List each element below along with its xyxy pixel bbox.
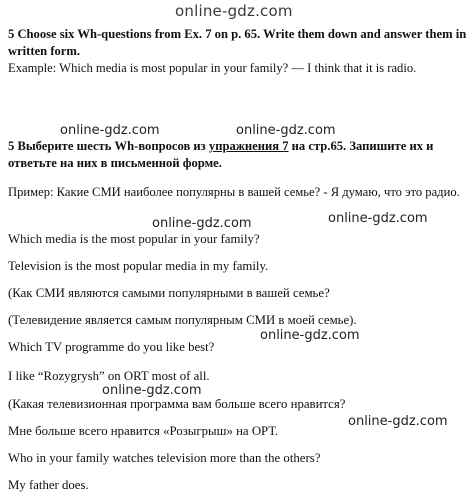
task-english xyxy=(8,26,468,77)
watermark: online-gdz.com xyxy=(102,383,202,398)
exercise-link[interactable]: упражнения 7 xyxy=(208,139,289,153)
task-heading-ru-part2: на стр.65. Запишите их и ответьте на них в письменной форме. xyxy=(8,139,434,170)
task-example-en: Example: Which media is most popular in your family? — I think that it is radio. xyxy=(8,61,417,75)
answer-line: Which media is the most popular in your family? xyxy=(8,232,260,246)
watermark: online-gdz.com xyxy=(328,211,428,226)
answer-line: (Какая телевизионная программа вам больше всего нравится? xyxy=(8,397,346,411)
answer-line: (Как СМИ являются самыми популярными в вашей семье? xyxy=(8,286,330,300)
watermark: online-gdz.com xyxy=(236,123,336,138)
watermark-top: online-gdz.com xyxy=(175,2,293,20)
task-heading-en: 5 Choose six Wh-questions from Ex. 7 on p. 65. Write them down and answer them in written form. xyxy=(8,27,467,58)
task-russian xyxy=(8,138,468,172)
task-heading-ru xyxy=(8,138,468,172)
answer-line: (Телевидение является самым популярным СМИ в моей семье). xyxy=(8,313,357,327)
answer-line: I like “Rozygrysh” on ORT most of all. xyxy=(8,369,210,383)
task-example-ru: Пример: Какие СМИ наиболее популярны в вашей семье? - Я думаю, что это радио. xyxy=(8,185,460,199)
watermark: online-gdz.com xyxy=(60,123,160,138)
answer-line: Which TV programme do you like best? xyxy=(8,340,215,354)
answer-line: Мне больше всего нравится «Розыгрыш» на ОРТ. xyxy=(8,424,279,438)
answer-line: Television is the most popular media in my family. xyxy=(8,259,269,273)
task-heading-ru-part1: 5 Выберите шесть Wh-вопросов из xyxy=(8,139,209,153)
answer-line: Who in your family watches television more than the others? xyxy=(8,451,321,465)
watermark: online-gdz.com xyxy=(348,414,448,429)
watermark: online-gdz.com xyxy=(260,328,360,343)
watermark: online-gdz.com xyxy=(152,216,252,231)
answer-line: My father does. xyxy=(8,478,89,492)
